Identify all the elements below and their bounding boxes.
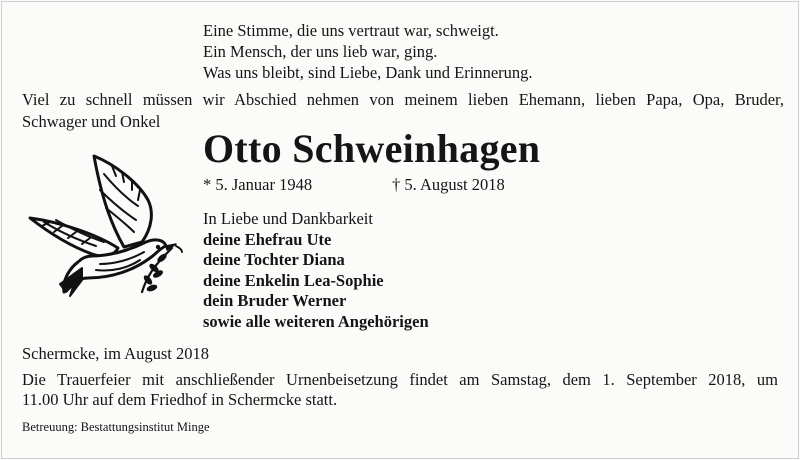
mourners-heading: In Liebe und Dankbarkeit <box>203 209 373 228</box>
mourner-daughter: deine Tochter Diana <box>203 250 345 270</box>
mourner-wife: deine Ehefrau Ute <box>203 229 332 249</box>
service-line-2: 11.00 Uhr auf dem Friedhof in Schermcke statt. <box>22 390 338 409</box>
death-date: † 5. August 2018 <box>392 175 505 194</box>
funeral-service-notice <box>22 370 778 410</box>
mourner-granddaughter: deine Enkelin Lea-Sophie <box>203 270 384 290</box>
mourner-brother: dein Bruder Werner <box>203 291 347 311</box>
deceased-name: Otto Schweinhagen <box>203 126 541 171</box>
verse-line-3: Was uns bleibt, sind Liebe, Dank und Erinnerung. <box>203 63 533 82</box>
mourner-relatives: sowie alle weiteren Angehörigen <box>203 311 429 331</box>
service-line-1: Die Trauerfeier mit anschließender Urnenbeisetzung findet am Samstag, dem 1. September 2018, um <box>22 370 778 389</box>
verse-line-1: Eine Stimme, die uns vertraut war, schweigt. <box>203 21 499 40</box>
place-and-date: Schermcke, im August 2018 <box>22 344 209 363</box>
memorial-verse <box>203 20 533 83</box>
mourners-block <box>203 209 429 333</box>
intro-line-2: Schwager und Onkel <box>22 112 161 131</box>
birth-date: * 5. Januar 1948 <box>203 175 313 194</box>
verse-line-2: Ein Mensch, der uns lieb war, ging. <box>203 42 438 61</box>
dove-with-olive-branch-icon <box>26 152 184 298</box>
intro-line-1: Viel zu schnell müssen wir Abschied nehmen von meinem lieben Ehemann, lieben Papa, Opa, Bruder, <box>22 90 784 109</box>
funeral-home-credit: Betreuung: Bestattungsinstitut Minge <box>22 420 210 434</box>
